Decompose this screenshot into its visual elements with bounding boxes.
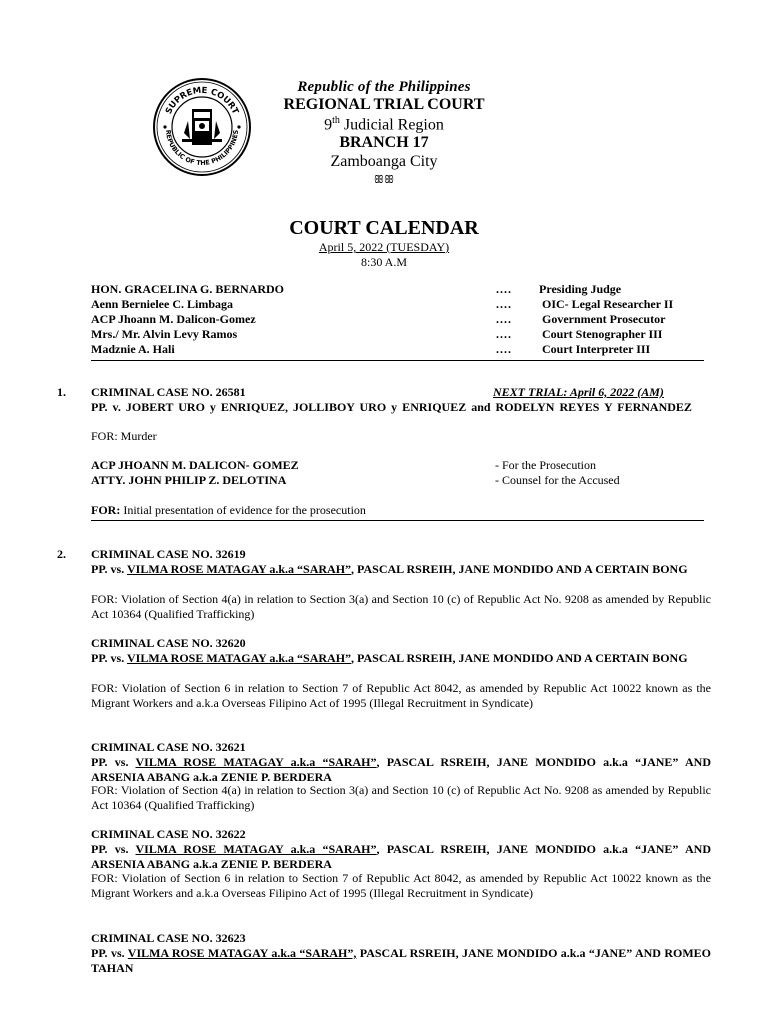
staff-dots: .... bbox=[496, 297, 512, 311]
staff-name: Madznie A. Hali bbox=[91, 342, 175, 356]
staff-dots: .... bbox=[496, 327, 512, 341]
republic-heading: Republic of the Philippines bbox=[297, 79, 471, 95]
counsel-role: - Counsel for the Accused bbox=[495, 473, 620, 487]
staff-row bbox=[91, 312, 711, 327]
case-no: CRIMINAL CASE NO. 32622 bbox=[91, 827, 246, 841]
case-purpose: FOR: Initial presentation of evidence for the prosecution bbox=[91, 503, 366, 517]
staff-role: Court Interpreter III bbox=[542, 342, 651, 356]
case-for: FOR: Violation of Section 4(a) in relation to Section 3(a) and Section 10 (c) of Republic Act No. 9208 as amended by Republic Act 10364 (Qualified Trafficking) bbox=[91, 783, 711, 812]
staff-row bbox=[91, 327, 711, 342]
court-name: REGIONAL TRIAL COURT bbox=[283, 96, 485, 113]
staff-role: Presiding Judge bbox=[539, 282, 622, 296]
case-no: CRIMINAL CASE NO. 32621 bbox=[91, 740, 246, 754]
case-parties: PP. v. JOBERT URO y ENRIQUEZ, JOLLIBOY URO y ENRIQUEZ and RODELYN REYES Y FERNANDEZ bbox=[91, 400, 692, 414]
staff-name: ACP Jhoann M. Dalicon-Gomez bbox=[91, 312, 256, 326]
staff-dots: .... bbox=[496, 282, 512, 296]
judicial-region: 9th Judicial Region bbox=[324, 115, 444, 134]
staff-role: Government Prosecutor bbox=[542, 312, 666, 326]
staff-row bbox=[91, 282, 711, 297]
counsel-name: ATTY. JOHN PHILIP Z. DELOTINA bbox=[91, 473, 287, 487]
calendar-date: April 5, 2022 (TUESDAY) bbox=[318, 240, 450, 254]
ornament-icon: ꕥꕥ bbox=[373, 174, 395, 186]
prosecutor-name: ACP JHOANN M. DALICON- GOMEZ bbox=[91, 458, 299, 472]
svg-text:REPUBLIC OF THE PHILIPPINES: REPUBLIC OF THE PHILIPPINES bbox=[163, 129, 241, 168]
staff-row bbox=[91, 342, 711, 357]
case-for: FOR: Violation of Section 6 in relation to Section 7 of Republic Act 8042, as amended by Republic Act 10022 known as the Migrant Workers and a.k.a Overseas Filipino Act of 1995 (Illegal Recruitment in Syndicate) bbox=[91, 871, 711, 900]
svg-text:SUPREME COURT: SUPREME COURT bbox=[163, 85, 241, 116]
case-parties: PP. vs. VILMA ROSE MATAGAY a.k.a “SARAH”, PASCAL RSREIH, JANE MONDIDO a.k.a “JANE” AND ARSENIA ABANG a.k.a ZENIE P. BERDERA bbox=[91, 842, 712, 871]
staff-dots: .... bbox=[496, 312, 512, 326]
prosecutor-role: - For the Prosecution bbox=[495, 458, 596, 472]
calendar-time: 8:30 A.M bbox=[360, 255, 407, 269]
case-no: CRIMINAL CASE NO. 26581 bbox=[91, 385, 246, 399]
case-for: FOR: Violation of Section 4(a) in relation to Section 3(a) and Section 10 (c) of Republic Act No. 9208 as amended by Republic Act 10364 (Qualified Trafficking) bbox=[91, 592, 711, 621]
case-number-1: 1. bbox=[57, 385, 66, 399]
case-for: FOR: Violation of Section 6 in relation to Section 7 of Republic Act 8042, as amended by Republic Act 10022 known as the Migrant Workers and a.k.a Overseas Filipino Act of 1995 (Illegal Recruitment in Syndicate) bbox=[91, 681, 711, 710]
divider bbox=[91, 360, 704, 361]
staff-name: Mrs./ Mr. Alvin Levy Ramos bbox=[91, 327, 238, 341]
staff-dots: .... bbox=[496, 342, 512, 356]
page-title: COURT CALENDAR bbox=[289, 217, 479, 239]
staff-role: OIC- Legal Researcher II bbox=[542, 297, 674, 311]
case-parties: PP. vs. VILMA ROSE MATAGAY a.k.a “SARAH”, PASCAL RSREIH, JANE MONDIDO AND A CERTAIN BONG bbox=[91, 562, 688, 576]
staff-name: Aenn Bernielee C. Limbaga bbox=[91, 297, 233, 311]
case-parties: PP. vs. VILMA ROSE MATAGAY a.k.a “SARAH”, PASCAL RSREIH, JANE MONDIDO AND A CERTAIN BONG bbox=[91, 651, 688, 665]
case-no: CRIMINAL CASE NO. 32620 bbox=[91, 636, 246, 650]
case-number-2: 2. bbox=[57, 547, 66, 561]
next-trial: NEXT TRIAL: April 6, 2022 (AM) bbox=[493, 385, 664, 399]
staff-role: Court Stenographer III bbox=[542, 327, 663, 341]
case-for: FOR: Murder bbox=[91, 429, 157, 443]
case-no: CRIMINAL CASE NO. 32623 bbox=[91, 931, 246, 945]
staff-name: HON. GRACELINA G. BERNARDO bbox=[91, 282, 285, 296]
staff-list bbox=[91, 282, 711, 357]
branch-name: BRANCH 17 bbox=[339, 134, 429, 151]
city-name: Zamboanga City bbox=[330, 153, 438, 170]
case-parties: PP. vs. VILMA ROSE MATAGAY a.k.a “SARAH”, PASCAL RSREIH, JANE MONDIDO a.k.a “JANE” AND ROMEO TAHAN bbox=[91, 946, 711, 975]
case-parties: PP. vs. VILMA ROSE MATAGAY a.k.a “SARAH”, PASCAL RSREIH, JANE MONDIDO a.k.a “JANE” AND ARSENIA ABANG a.k.a ZENIE P. BERDERA bbox=[91, 755, 712, 784]
divider bbox=[91, 520, 704, 521]
case-no: CRIMINAL CASE NO. 32619 bbox=[91, 547, 246, 561]
staff-row bbox=[91, 297, 711, 312]
